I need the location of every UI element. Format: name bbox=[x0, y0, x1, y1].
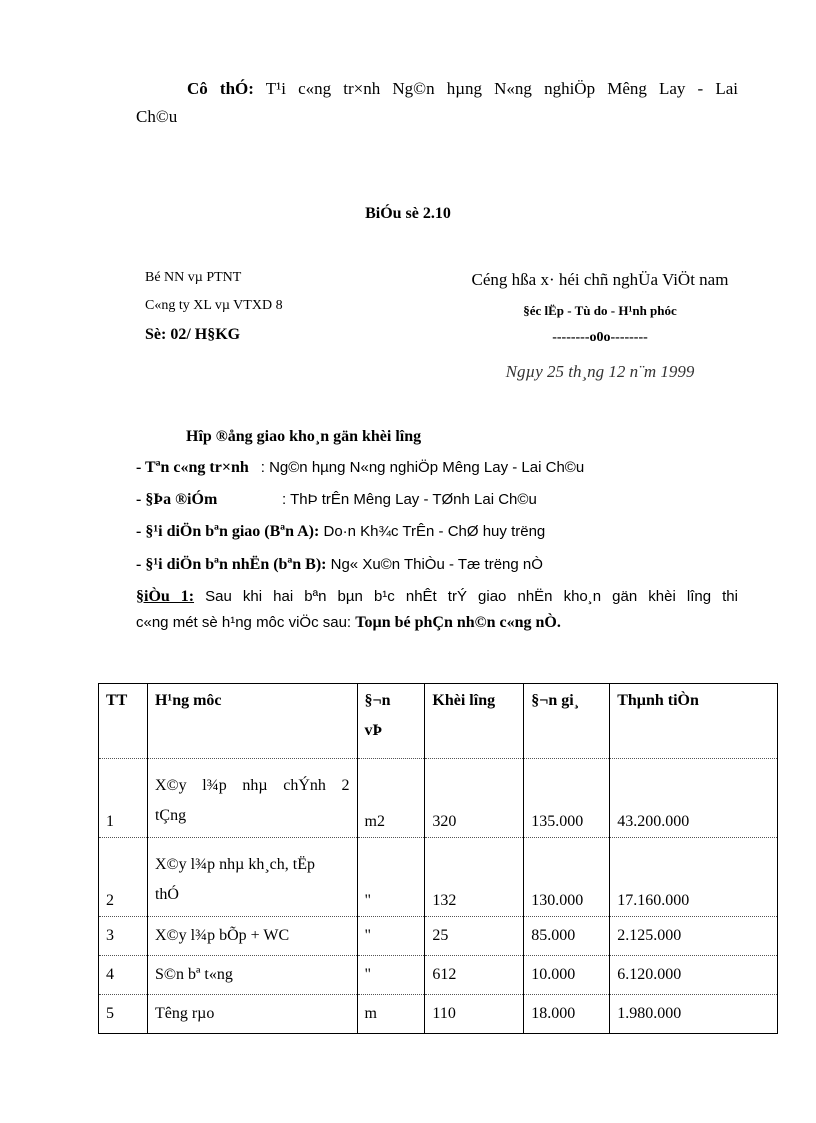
party-a-value: Do·n Kh¾c TrÊn - ChØ huy trëng bbox=[319, 523, 546, 540]
row-amount: 43.200.000 bbox=[610, 759, 778, 838]
intro-label: Cô thÓ: bbox=[187, 79, 254, 98]
article-1-line-2 bbox=[136, 614, 738, 632]
row-quantity: 110 bbox=[425, 995, 524, 1034]
ministry-name: Bé NN vµ PTNT bbox=[145, 270, 242, 285]
header-unit-l2: vÞ bbox=[364, 722, 383, 739]
location-label: - §Þa ®iÓm bbox=[136, 491, 218, 508]
article-1-text-2: c«ng mét sè h¹ng môc viÖc sau: bbox=[136, 614, 356, 631]
header-unit bbox=[357, 684, 425, 759]
row-tt: 2 bbox=[99, 838, 148, 917]
row-tt: 3 bbox=[99, 917, 148, 956]
row-amount: 1.980.000 bbox=[610, 995, 778, 1034]
article-1-line-1 bbox=[136, 588, 738, 606]
intro-paragraph bbox=[136, 75, 738, 131]
row-quantity: 320 bbox=[425, 759, 524, 838]
project-name-label: - Tªn c«ng tr×nh bbox=[136, 459, 249, 476]
row-unit: " bbox=[357, 838, 425, 917]
party-b-label: - §¹i diÖn bªn nhËn (bªn B): bbox=[136, 556, 327, 573]
header-item: H¹ng môc bbox=[147, 684, 357, 759]
table-row bbox=[99, 759, 778, 838]
contract-title: Hîp ®ång giao kho¸n gän khèi lîng bbox=[186, 428, 422, 445]
location-value: : ThÞ trÊn Mêng Lay - TØnh Lai Ch©u bbox=[282, 491, 537, 508]
row-item-l2: tÇng bbox=[154, 807, 187, 824]
project-name-line bbox=[136, 459, 584, 477]
row-item: X©y l¾p bÕp + WC bbox=[147, 917, 357, 956]
table-row bbox=[99, 838, 778, 917]
table-row bbox=[99, 995, 778, 1034]
location-line bbox=[136, 491, 537, 509]
company-name: C«ng ty XL vµ VTXD 8 bbox=[145, 298, 283, 313]
row-unit: " bbox=[357, 956, 425, 995]
table-row bbox=[99, 956, 778, 995]
header-amount: Thµnh tiÒn bbox=[610, 684, 778, 759]
row-item-l1: X©y l¾p nhµ chÝnh 2 bbox=[154, 777, 350, 794]
row-unit-price: 10.000 bbox=[524, 956, 610, 995]
row-unit-price: 130.000 bbox=[524, 838, 610, 917]
row-item: S©n bª t«ng bbox=[147, 956, 357, 995]
party-b-line bbox=[136, 556, 543, 574]
row-amount: 6.120.000 bbox=[610, 956, 778, 995]
row-quantity: 612 bbox=[425, 956, 524, 995]
row-tt: 4 bbox=[99, 956, 148, 995]
row-quantity: 132 bbox=[425, 838, 524, 917]
row-unit-price: 135.000 bbox=[524, 759, 610, 838]
separator-ornament: --------o0o-------- bbox=[552, 330, 648, 345]
row-unit: m bbox=[357, 995, 425, 1034]
contract-date: Ngµy 25 th¸ng 12 n¨m 1999 bbox=[505, 362, 695, 381]
header-unit-l1: §¬n bbox=[364, 692, 391, 709]
article-1-scope: Toµn bé phÇn nh©n c«ng nÒ. bbox=[355, 614, 561, 631]
country-name: Céng hßa x· héi chñ nghÜa ViÖt nam bbox=[471, 270, 729, 289]
row-tt: 1 bbox=[99, 759, 148, 838]
header-quantity: Khèi lîng bbox=[425, 684, 524, 759]
party-a-label: - §¹i diÖn bªn giao (Bªn A): bbox=[136, 523, 320, 540]
header-unit-price: §¬n gi¸ bbox=[524, 684, 610, 759]
row-tt: 5 bbox=[99, 995, 148, 1034]
row-amount: 2.125.000 bbox=[610, 917, 778, 956]
contract-number: Sè: 02/ H§KG bbox=[145, 326, 241, 343]
row-item: Têng rµo bbox=[147, 995, 357, 1034]
party-b-value: Ng« Xu©n ThiÒu - Tæ trëng nÒ bbox=[326, 556, 543, 573]
party-a-line bbox=[136, 523, 545, 541]
article-1-text: Sau khi hai bªn bµn b¹c nhÊt trÝ giao nhËn kho¸n gän khèi lîng thi bbox=[194, 588, 738, 605]
article-1 bbox=[136, 588, 738, 632]
article-1-label: §iÒu 1: bbox=[136, 588, 195, 605]
intro-line-1 bbox=[136, 75, 738, 103]
intro-text-1: T¹i c«ng tr×nh Ng©n hµng N«ng nghiÖp Mêng Lay - Lai bbox=[265, 79, 739, 98]
row-item bbox=[147, 759, 357, 838]
row-amount: 17.160.000 bbox=[610, 838, 778, 917]
row-item-l2: thÓ bbox=[154, 886, 179, 903]
row-item-l1: X©y l¾p nhµ kh¸ch, tËp bbox=[154, 856, 315, 873]
row-unit-price: 18.000 bbox=[524, 995, 610, 1034]
work-items-table bbox=[98, 683, 778, 1034]
row-unit: " bbox=[357, 917, 425, 956]
intro-text-2: Ch©u bbox=[136, 107, 178, 126]
table-header-row bbox=[99, 684, 778, 759]
project-name-value: : Ng©n hµng N«ng nghiÖp Mêng Lay - Lai Ch©u bbox=[260, 459, 585, 476]
header-tt: TT bbox=[99, 684, 148, 759]
row-quantity: 25 bbox=[425, 917, 524, 956]
motto: §éc lËp - Tù do - H¹nh phóc bbox=[523, 303, 677, 318]
form-number-title: BiÓu sè 2.10 bbox=[365, 205, 451, 222]
table-row bbox=[99, 917, 778, 956]
row-unit: m2 bbox=[357, 759, 425, 838]
row-unit-price: 85.000 bbox=[524, 917, 610, 956]
row-item bbox=[147, 838, 357, 917]
